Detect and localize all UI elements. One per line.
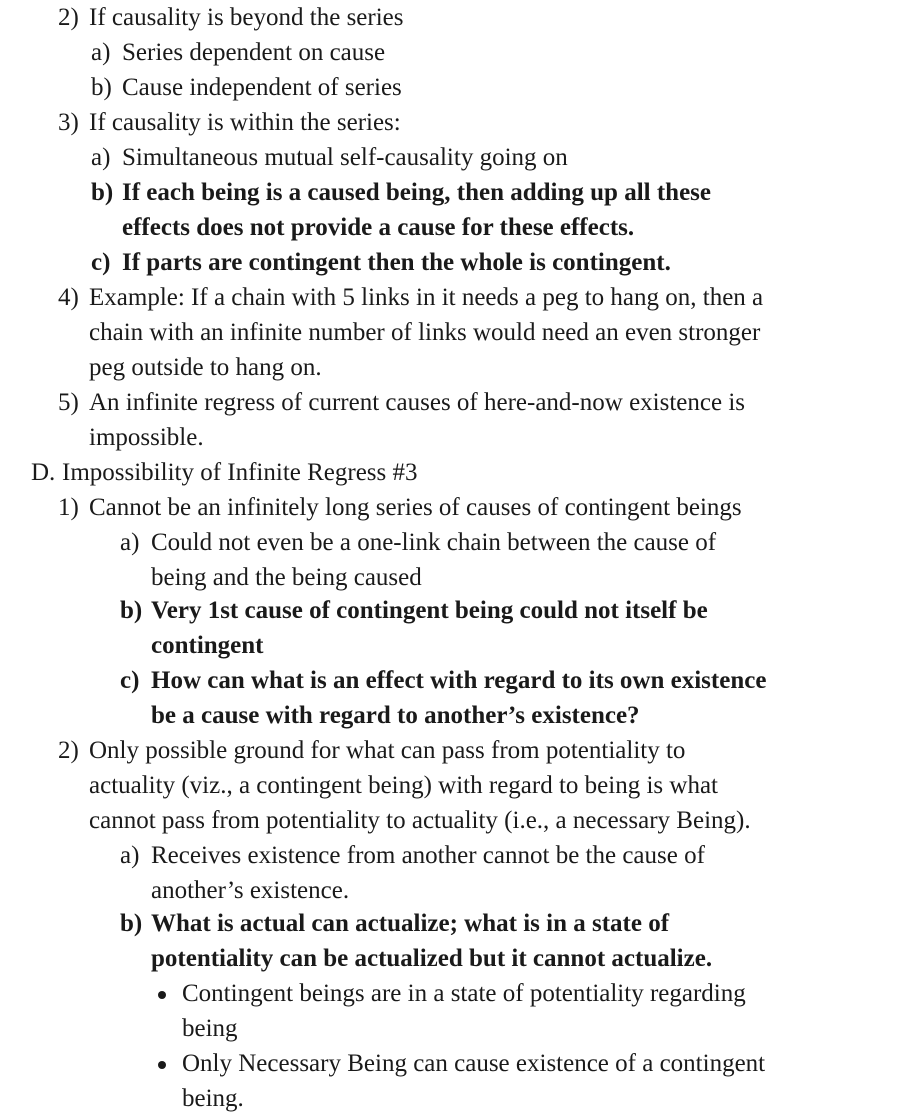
bullet-text-line: Contingent beings are in a state of potentiality regarding [182,980,746,1007]
item-label: 1) [58,494,79,521]
item-text-line: being and the being caused [151,564,422,591]
item-text: Cannot be an infinitely long series of causes of contingent beings [89,494,742,521]
item-text: Impossibility of Infinite Regress #3 [62,459,418,486]
item-text-line: chain with an infinite number of links would need an even stronger [89,319,761,346]
item-text-line: peg outside to hang on. [89,354,322,381]
item-text-line: actuality (viz., a contingent being) with regard to being is what [89,772,718,799]
bullet-text-line: being [182,1015,238,1042]
item-text-line: cannot pass from potentiality to actuality (i.e., a necessary Being). [89,807,751,834]
item-text: Simultaneous mutual self-causality going on [122,144,568,171]
item-label: b) [120,597,143,624]
item-text-line: What is actual can actualize; what is in a state of [151,910,670,937]
item-label: D. [31,459,56,486]
item-text-line: How can what is an effect with regard to its own existence [151,667,767,694]
item-label: 2) [58,737,79,764]
item-label: b) [120,910,143,937]
item-label: a) [120,842,140,869]
item-label: 4) [58,284,79,311]
item-text-line: Very 1st cause of contingent being could not itself be [151,597,708,624]
item-text: If parts are contingent then the whole is contingent. [122,249,671,276]
item-label: c) [120,667,140,694]
item-text-line: impossible. [89,424,204,451]
item-text-line: Receives existence from another cannot be the cause of [151,842,705,869]
item-text: Cause independent of series [122,74,402,101]
item-label: c) [91,249,111,276]
item-label: a) [91,144,111,171]
item-text-line: Example: If a chain with 5 links in it needs a peg to hang on, then a [89,284,764,311]
item-label: 5) [58,389,79,416]
bullet-icon [158,1061,166,1069]
item-text-line: If each being is a caused being, then adding up all these [122,179,711,206]
item-text-line: another’s existence. [151,877,350,904]
item-text-line: Only possible ground for what can pass from potentiality to [89,737,686,764]
item-text-line: contingent [151,632,264,659]
item-text-line: An infinite regress of current causes of here-and-now existence is [89,389,745,416]
bullet-icon [158,991,166,999]
item-text-line: be a cause with regard to another’s existence? [151,702,640,729]
item-label: a) [91,39,111,66]
item-label: b) [91,74,112,101]
bullet-text-line: being. [182,1085,244,1112]
bullet-text-line: Only Necessary Being can cause existence of a contingent [182,1050,766,1077]
item-label: b) [91,179,114,206]
item-text: If causality is within the series: [89,109,401,136]
item-text-line: Could not even be a one-link chain between the cause of [151,529,717,556]
item-label: a) [120,529,140,556]
item-label: 2) [58,4,79,31]
item-text-line: effects does not provide a cause for these effects. [122,214,635,241]
item-label: 3) [58,109,79,136]
item-text: If causality is beyond the series [89,4,404,31]
item-text: Series dependent on cause [122,39,386,66]
item-text-line: potentiality can be actualized but it cannot actualize. [151,945,713,972]
